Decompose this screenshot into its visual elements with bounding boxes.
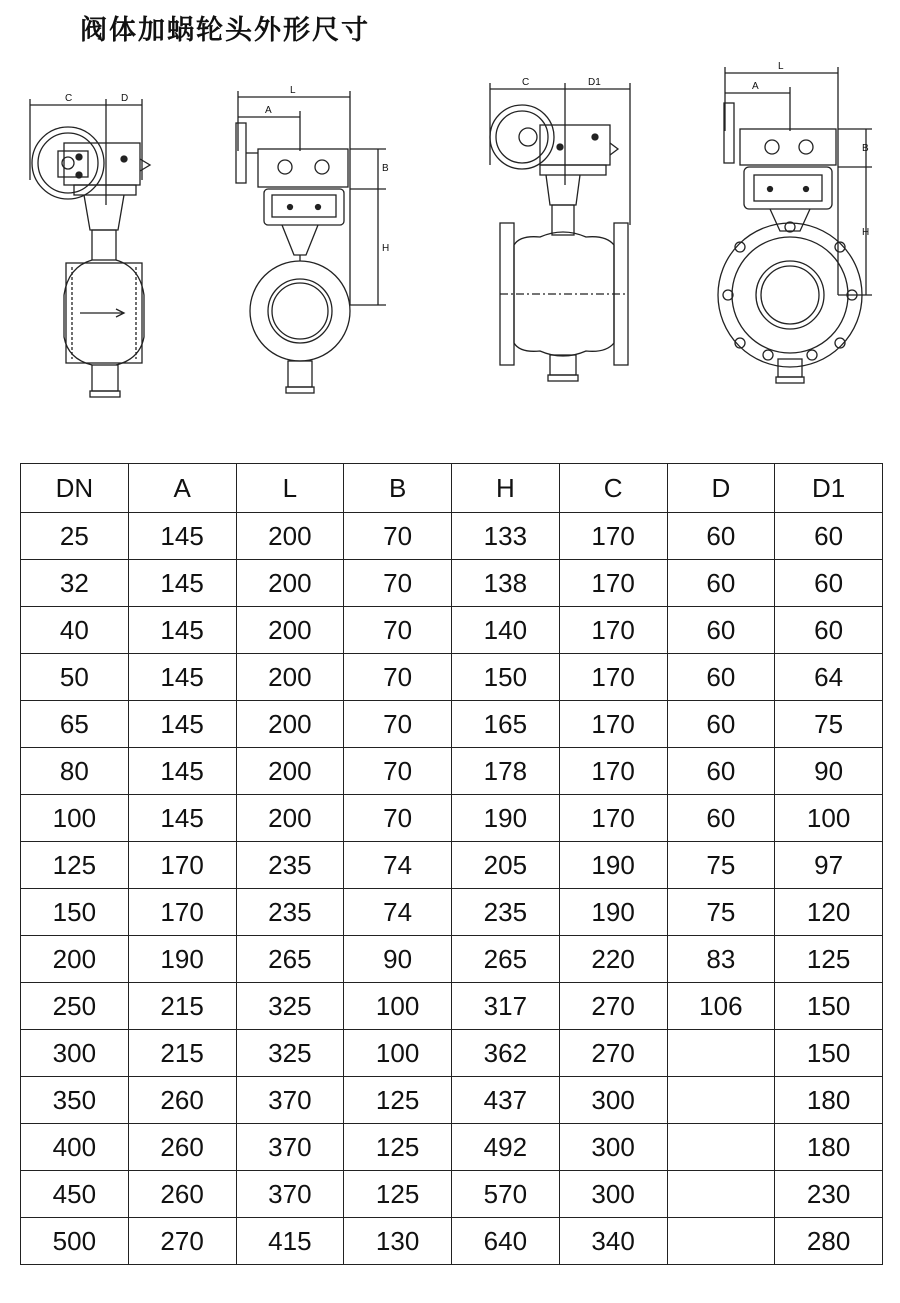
dim-label-h: H bbox=[382, 243, 390, 254]
table-cell: 145 bbox=[128, 654, 236, 701]
table-cell: 75 bbox=[667, 842, 775, 889]
table-cell: 170 bbox=[128, 842, 236, 889]
table-cell: 145 bbox=[128, 795, 236, 842]
dim-label-l: L bbox=[290, 85, 296, 96]
table-cell: 640 bbox=[452, 1218, 560, 1265]
table-cell: 270 bbox=[559, 983, 667, 1030]
table-cell: 350 bbox=[21, 1077, 129, 1124]
table-cell: 140 bbox=[452, 607, 560, 654]
table-cell: 75 bbox=[667, 889, 775, 936]
table-cell: 200 bbox=[21, 936, 129, 983]
table-cell: 280 bbox=[775, 1218, 883, 1265]
table-cell: 200 bbox=[236, 701, 344, 748]
table-cell: 90 bbox=[344, 936, 452, 983]
table-cell: 200 bbox=[236, 654, 344, 701]
table-cell: 125 bbox=[344, 1124, 452, 1171]
table-cell: 70 bbox=[344, 513, 452, 560]
table-row bbox=[21, 748, 883, 795]
header-d: D bbox=[667, 464, 775, 513]
table-cell: 138 bbox=[452, 560, 560, 607]
header-d1: D1 bbox=[775, 464, 883, 513]
table-cell: 170 bbox=[559, 607, 667, 654]
table-row bbox=[21, 842, 883, 889]
dimension-table bbox=[20, 463, 883, 1265]
table-cell: 150 bbox=[775, 983, 883, 1030]
table-row bbox=[21, 654, 883, 701]
table-cell: 170 bbox=[559, 654, 667, 701]
table-cell: 100 bbox=[775, 795, 883, 842]
table-cell: 97 bbox=[775, 842, 883, 889]
table-cell: 74 bbox=[344, 842, 452, 889]
table-cell: 60 bbox=[667, 654, 775, 701]
table-cell: 150 bbox=[775, 1030, 883, 1077]
table-cell: 260 bbox=[128, 1171, 236, 1218]
table-cell: 178 bbox=[452, 748, 560, 795]
table-cell: 300 bbox=[559, 1077, 667, 1124]
table-cell: 300 bbox=[559, 1124, 667, 1171]
table-cell: 190 bbox=[559, 842, 667, 889]
figure-4-front-view bbox=[718, 61, 872, 383]
table-row bbox=[21, 607, 883, 654]
table-cell: 190 bbox=[452, 795, 560, 842]
table-cell: 437 bbox=[452, 1077, 560, 1124]
table-cell: 235 bbox=[452, 889, 560, 936]
table-cell: 170 bbox=[559, 748, 667, 795]
table-cell: 400 bbox=[21, 1124, 129, 1171]
header-h: H bbox=[452, 464, 560, 513]
table-row bbox=[21, 513, 883, 560]
table-row bbox=[21, 1077, 883, 1124]
table-cell: 370 bbox=[236, 1077, 344, 1124]
table-cell: 60 bbox=[775, 560, 883, 607]
table-cell: 415 bbox=[236, 1218, 344, 1265]
dim-label-c: C bbox=[522, 77, 530, 88]
dim-label-b: B bbox=[862, 143, 869, 154]
table-cell: 100 bbox=[21, 795, 129, 842]
table-cell: 145 bbox=[128, 748, 236, 795]
table-cell: 60 bbox=[667, 513, 775, 560]
table-cell: 300 bbox=[559, 1171, 667, 1218]
valve-drawings-svg bbox=[0, 55, 900, 415]
table-cell: 235 bbox=[236, 842, 344, 889]
figure-3-side-view bbox=[490, 77, 630, 381]
table-cell: 75 bbox=[775, 701, 883, 748]
table-cell: 125 bbox=[775, 936, 883, 983]
table-cell: 370 bbox=[236, 1171, 344, 1218]
table-row bbox=[21, 1171, 883, 1218]
table-cell: 450 bbox=[21, 1171, 129, 1218]
table-cell bbox=[667, 1077, 775, 1124]
table-cell: 125 bbox=[344, 1171, 452, 1218]
table-cell: 74 bbox=[344, 889, 452, 936]
table-cell: 32 bbox=[21, 560, 129, 607]
table-cell: 60 bbox=[667, 701, 775, 748]
table-cell: 500 bbox=[21, 1218, 129, 1265]
table-row bbox=[21, 1124, 883, 1171]
header-b: B bbox=[344, 464, 452, 513]
table-cell: 170 bbox=[559, 701, 667, 748]
table-cell: 70 bbox=[344, 607, 452, 654]
table-cell: 170 bbox=[128, 889, 236, 936]
table-row bbox=[21, 795, 883, 842]
page-title: 阀体加蜗轮头外形尺寸 bbox=[80, 15, 370, 46]
table-cell: 125 bbox=[344, 1077, 452, 1124]
table-cell: 190 bbox=[128, 936, 236, 983]
table-cell: 190 bbox=[559, 889, 667, 936]
table-cell: 270 bbox=[128, 1218, 236, 1265]
table-cell: 60 bbox=[775, 513, 883, 560]
table-cell: 60 bbox=[667, 607, 775, 654]
table-cell: 200 bbox=[236, 560, 344, 607]
table-cell: 180 bbox=[775, 1077, 883, 1124]
table-cell: 215 bbox=[128, 1030, 236, 1077]
table-cell: 50 bbox=[21, 654, 129, 701]
table-cell: 220 bbox=[559, 936, 667, 983]
dim-label-a: A bbox=[265, 105, 272, 116]
table-cell: 250 bbox=[21, 983, 129, 1030]
dim-label-h: H bbox=[862, 227, 870, 238]
table-cell: 165 bbox=[452, 701, 560, 748]
table-cell: 60 bbox=[667, 748, 775, 795]
table-cell: 260 bbox=[128, 1077, 236, 1124]
table-cell: 200 bbox=[236, 795, 344, 842]
table-cell: 145 bbox=[128, 513, 236, 560]
dim-label-d: D bbox=[121, 93, 129, 104]
table-cell: 145 bbox=[128, 607, 236, 654]
table-cell: 70 bbox=[344, 795, 452, 842]
table-cell: 120 bbox=[775, 889, 883, 936]
table-cell: 145 bbox=[128, 701, 236, 748]
table-row bbox=[21, 701, 883, 748]
table-cell: 235 bbox=[236, 889, 344, 936]
table-cell: 133 bbox=[452, 513, 560, 560]
dim-label-b: B bbox=[382, 163, 389, 174]
table-cell bbox=[667, 1030, 775, 1077]
table-cell: 70 bbox=[344, 701, 452, 748]
table-cell: 260 bbox=[128, 1124, 236, 1171]
table-cell: 205 bbox=[452, 842, 560, 889]
table-cell: 83 bbox=[667, 936, 775, 983]
table-cell: 230 bbox=[775, 1171, 883, 1218]
table-cell: 170 bbox=[559, 513, 667, 560]
table-cell: 265 bbox=[236, 936, 344, 983]
table-cell: 317 bbox=[452, 983, 560, 1030]
table-cell: 300 bbox=[21, 1030, 129, 1077]
table-cell: 70 bbox=[344, 560, 452, 607]
table-row bbox=[21, 1218, 883, 1265]
table-cell: 325 bbox=[236, 983, 344, 1030]
table-cell: 106 bbox=[667, 983, 775, 1030]
table-cell: 200 bbox=[236, 748, 344, 795]
table-row bbox=[21, 889, 883, 936]
table-cell: 25 bbox=[21, 513, 129, 560]
valve-drawings bbox=[0, 55, 900, 415]
table-row bbox=[21, 1030, 883, 1077]
header-a: A bbox=[128, 464, 236, 513]
table-cell: 60 bbox=[667, 795, 775, 842]
table-cell: 60 bbox=[775, 607, 883, 654]
table-cell: 125 bbox=[21, 842, 129, 889]
table-cell: 340 bbox=[559, 1218, 667, 1265]
table-row bbox=[21, 560, 883, 607]
table-cell: 40 bbox=[21, 607, 129, 654]
table-cell: 362 bbox=[452, 1030, 560, 1077]
table-cell: 60 bbox=[667, 560, 775, 607]
table-cell: 145 bbox=[128, 560, 236, 607]
figure-1-side-view bbox=[30, 93, 150, 397]
dim-label-c: C bbox=[65, 93, 73, 104]
table-cell: 370 bbox=[236, 1124, 344, 1171]
table-cell: 150 bbox=[452, 654, 560, 701]
header-dn: DN bbox=[21, 464, 129, 513]
table-row bbox=[21, 936, 883, 983]
table-cell bbox=[667, 1124, 775, 1171]
dim-label-a: A bbox=[752, 81, 759, 92]
table-cell: 492 bbox=[452, 1124, 560, 1171]
table-cell: 150 bbox=[21, 889, 129, 936]
dim-label-d1: D1 bbox=[588, 77, 601, 88]
table-cell: 265 bbox=[452, 936, 560, 983]
table-cell: 65 bbox=[21, 701, 129, 748]
table-cell: 90 bbox=[775, 748, 883, 795]
table-cell: 170 bbox=[559, 795, 667, 842]
table-cell: 215 bbox=[128, 983, 236, 1030]
table-cell: 170 bbox=[559, 560, 667, 607]
table-cell: 270 bbox=[559, 1030, 667, 1077]
dim-label-l: L bbox=[778, 61, 784, 72]
table-cell bbox=[667, 1171, 775, 1218]
header-l: L bbox=[236, 464, 344, 513]
table-cell bbox=[667, 1218, 775, 1265]
table-cell: 64 bbox=[775, 654, 883, 701]
table-cell: 325 bbox=[236, 1030, 344, 1077]
table-cell: 80 bbox=[21, 748, 129, 795]
header-c: C bbox=[559, 464, 667, 513]
table-row bbox=[21, 983, 883, 1030]
table-cell: 70 bbox=[344, 654, 452, 701]
table-cell: 100 bbox=[344, 1030, 452, 1077]
table-cell: 570 bbox=[452, 1171, 560, 1218]
table-cell: 200 bbox=[236, 607, 344, 654]
table-cell: 130 bbox=[344, 1218, 452, 1265]
table-cell: 180 bbox=[775, 1124, 883, 1171]
table-cell: 70 bbox=[344, 748, 452, 795]
table-body bbox=[21, 513, 883, 1265]
table-header-row bbox=[21, 464, 883, 513]
figure-2-front-view bbox=[236, 85, 389, 393]
table-cell: 200 bbox=[236, 513, 344, 560]
table-cell: 100 bbox=[344, 983, 452, 1030]
